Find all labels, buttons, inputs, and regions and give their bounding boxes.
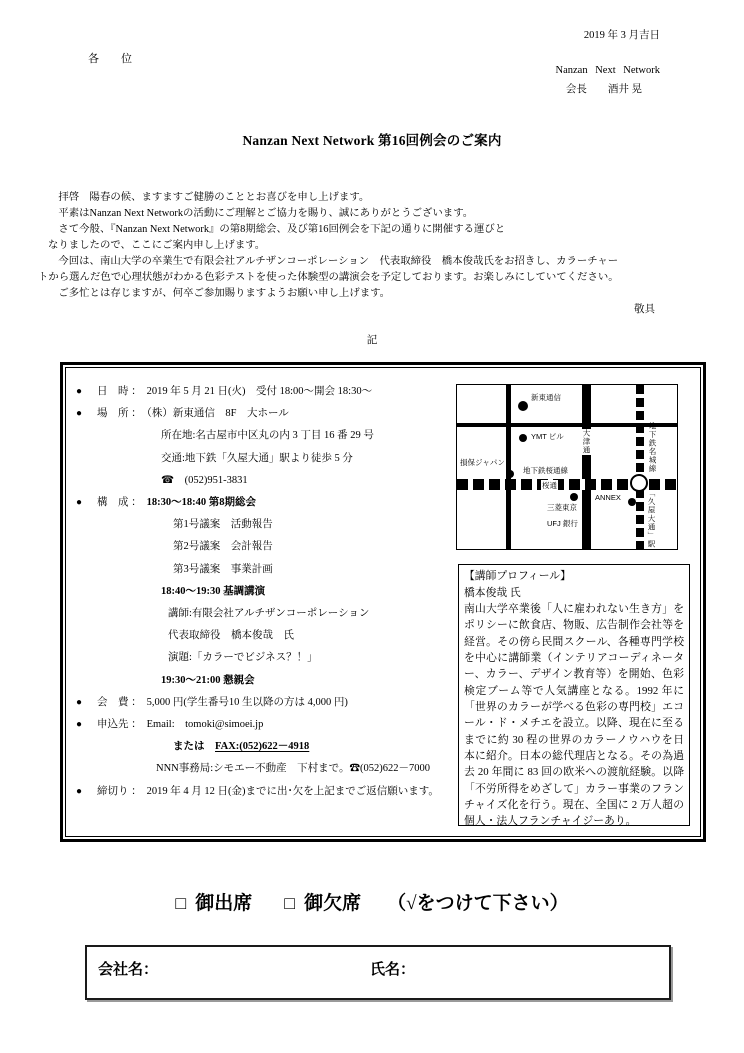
agenda-apply: ● 申込先 ： Email: tomoki@simoei.jp — [76, 714, 496, 736]
company-name-label: 会社名： — [98, 962, 159, 978]
body-line-5: 今回は、南山大学の卒業生で有限会社アルチザンコーポレーション 代表取締役 橋本俊哉氏をお招きし、カラーチャー — [48, 256, 619, 267]
map-label-bank-1: 三菱東京 — [547, 503, 577, 512]
map-label-shinto: 新東通信 — [531, 393, 561, 402]
map-meijo-subway-line — [636, 385, 644, 549]
lecturer-profile-box — [458, 564, 690, 826]
bullet-icon: ● — [76, 696, 83, 708]
map-label-meijo-subway: 地下鉄名城線 — [648, 422, 657, 473]
sender-president: 会長 酒井 晃 — [565, 84, 642, 95]
addressee: 各 位 — [88, 53, 132, 65]
map-label-bank-2: UFJ 銀行 — [547, 519, 578, 528]
map-dot-ymt — [519, 434, 527, 442]
agenda-program: ● 構 成 ： 18:30～18:40 第8期総会 — [76, 492, 496, 514]
agenda-topic: 演題:「カラーでビジネス？！」 — [168, 652, 318, 664]
body-line-4: なりましたので、ここにご案内申し上げます。 — [48, 240, 266, 251]
agenda-venue-address: 所在地:名古屋市中区丸の内 3 丁目 16 番 29 号 — [161, 430, 374, 442]
absent-checkbox[interactable]: □ — [284, 893, 296, 913]
greeting-paragraph — [38, 190, 724, 302]
body-line-1: 拝啓 陽春の候、ますますご健勝のこととお喜びを申し上げます。 — [48, 192, 370, 203]
body-line-6: トから選んだ色で心理状態がわかる色彩テストを使った体験型の講演会を予定しております。お楽しみにしていてください。 — [38, 272, 619, 283]
map-station-marker — [630, 474, 648, 492]
date-line: 2019 年 3 月吉日 — [583, 30, 660, 41]
attend-checkbox[interactable]: □ — [175, 893, 187, 913]
agenda-apply-fax: または FAX:(052)622－4918 — [173, 741, 310, 753]
map-label-sakura-street: 桜通 — [542, 481, 557, 490]
map-label-sonpo: 損保ジャパン — [460, 458, 505, 467]
details-box-inner-border — [65, 367, 701, 837]
attendance-line — [0, 888, 744, 915]
absent-label: 御欠席 — [304, 893, 362, 914]
agenda-list — [76, 381, 496, 803]
agenda-fee: ● 会 費 ： 5,000 円(学生番号10 生以降の方は 4,000 円) — [76, 692, 496, 714]
agenda-proposal-2: 第2号議案 会計報告 — [173, 541, 273, 553]
reply-form-box — [85, 945, 671, 1000]
body-line-7: ご多忙とは存じますが、何卒ご参加賜りますようお願い申し上げます。 — [48, 288, 391, 299]
map-street-horizontal — [457, 423, 677, 427]
agenda-deadline: ● 締切り ： 2019 年 4 月 12 日(金)までに出･欠を上記までご返信願います。 — [76, 781, 496, 803]
agenda-lecturer: 講師:有限会社アルチザンコーポレーション — [168, 608, 370, 620]
agenda-venue: ● 場 所 ： （株）新東通信 8F 大ホール — [76, 403, 496, 425]
agenda-office: NNN事務局:シモエー不動産 下村まで。☎(052)622－7000 — [156, 763, 430, 775]
profile-bio: 南山大学卒業後「人に雇われない生き方」をポリシーに飲食店、物販、広告制作会社等を経営。その傍ら民間スクール、各種専門学校を中心に講師業（インテリアコーディネーター、カラー、デザイン教育等）を開始、色彩検定ブーム等で人気講座となる。1992 年に「世界のカラーが学べる色彩の専門校」エコール・ド・メチエを設立。以降、現在に至るまでに約 30 程の世界のカラーノウハウを日本に紹介。日本の総代理店となる。その為過去 20 年間に 83 回の欧米への渡航経験。以降「不労所得をめざして」カラー事業のフランチャイズ化を行う。現在、全国に 2 万人超の個人・法人フランチャイジーあり。 — [464, 603, 684, 828]
sender-organization: Nanzan Next Network — [555, 65, 660, 76]
attend-label: 御出席 — [195, 893, 253, 914]
body-line-3: さて今般、『Nanzan Next Network』の第8期総会、及び第16回例会を下記の通りに開催する運びと — [48, 224, 506, 235]
venue-map — [456, 384, 678, 550]
agenda-venue-phone: ☎ (052)951-3831 — [161, 474, 248, 486]
bullet-icon: ● — [76, 408, 83, 420]
map-label-sakura-subway: 地下鉄桜通線 — [523, 466, 568, 475]
details-box — [60, 362, 706, 842]
agenda-datetime: ● 日 時 ： 2019 年 5 月 21 日(火) 受付 18:00～開会 18:30～ — [76, 381, 496, 403]
agenda-lecturer-title: 代表取締役 橋本俊哉 氏 — [168, 630, 294, 642]
map-dot-shinto — [518, 401, 528, 411]
map-street-vertical — [506, 385, 511, 549]
bullet-icon: ● — [76, 386, 83, 397]
map-label-annex: ANNEX — [595, 493, 621, 502]
agenda-keynote: 18:40～19:30 基調講演 — [161, 585, 266, 597]
map-label-ymt: YMT ビル — [531, 432, 564, 441]
agenda-party: 19:30～21:00 懇親会 — [161, 674, 255, 686]
agenda-venue-access: 交通:地下鉄「久屋大通」駅より徒歩 5 分 — [161, 452, 353, 464]
document-title: Nanzan Next Network 第16回例会のご案内 — [242, 133, 502, 148]
person-name-label: 氏名： — [370, 962, 416, 978]
map-dot-sonpo — [506, 470, 514, 478]
map-dot-bank — [570, 493, 578, 501]
bullet-icon: ● — [76, 719, 83, 731]
record-mark: 記 — [366, 335, 378, 346]
map-label-otsu-street: 大津通 — [582, 429, 591, 455]
map-otsu-street — [582, 385, 591, 549]
bullet-icon: ● — [76, 497, 83, 509]
map-dot-annex — [628, 498, 636, 506]
profile-name: 橋本俊哉 氏 — [464, 586, 521, 599]
map-label-hisaya-station: 「久屋大通」駅 — [647, 489, 656, 549]
check-instruction: （√をつけて下さい） — [387, 893, 569, 914]
profile-title: 【講師プロフィール】 — [464, 570, 571, 582]
body-line-2: 平素はNanzan Next Networkの活動にご理解とご協力を賜り、誠にありがとうございます。 — [48, 208, 474, 219]
closing-word: 敬具 — [634, 304, 655, 315]
agenda-proposal-1: 第1号議案 活動報告 — [173, 519, 273, 531]
agenda-proposal-3: 第3号議案 事業計画 — [173, 563, 273, 575]
bullet-icon: ● — [76, 785, 83, 797]
